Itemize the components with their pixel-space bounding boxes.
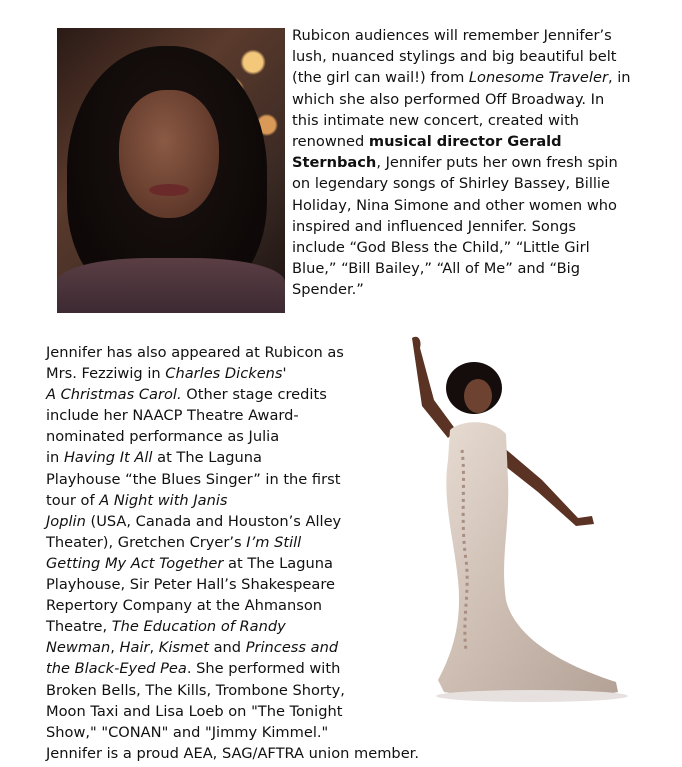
- gown-figure: [382, 330, 636, 708]
- italic-run: A Night with Janis: [99, 491, 228, 509]
- text-run: Broken Bells, The Kills, Trombone Shorty,: [46, 681, 345, 699]
- italic-run: Hair: [119, 639, 150, 657]
- text-line: [292, 237, 672, 258]
- text-line: [292, 195, 672, 216]
- text-run: on legendary songs of Shirley Bassey, Billie: [292, 175, 610, 193]
- text-run: ,: [149, 639, 159, 657]
- text-line: [292, 46, 672, 67]
- text-run: , Jennifer puts her own fresh spin: [376, 154, 618, 172]
- text-line: [292, 216, 672, 237]
- text-run: at The Laguna: [152, 449, 262, 467]
- italic-run: Having It All: [63, 449, 153, 467]
- text-line: [46, 490, 382, 511]
- text-line: [292, 25, 672, 46]
- text-run: Blue,” “Bill Bailey,” “All of Me” and “Big: [292, 260, 580, 278]
- text-line: [46, 743, 419, 764]
- italic-run: Kismet: [158, 639, 209, 657]
- text-line: [46, 616, 382, 637]
- text-run: Jennifer is a proud AEA, SAG/AFTRA union member.: [46, 744, 419, 762]
- text-run: lush, nuanced stylings and big beautiful belt: [292, 48, 617, 66]
- text-line: [46, 658, 382, 679]
- italic-run: Newman: [46, 639, 111, 657]
- text-line: [46, 722, 382, 743]
- italic-run: Joplin: [46, 512, 86, 530]
- text-line: [46, 405, 382, 426]
- text-run: ,: [110, 639, 120, 657]
- text-run: (USA, Canada and Houston’s Alley: [85, 512, 342, 530]
- text-line: [292, 152, 672, 173]
- bold-run: musical director Gerald: [368, 133, 562, 151]
- text-line: [292, 258, 672, 279]
- text-run: , in: [607, 69, 631, 87]
- text-run: Theater), Gretchen Cryer’s: [46, 533, 247, 551]
- figure-face: [464, 379, 492, 413]
- portrait-face: [119, 90, 219, 218]
- text-run: which she also performed Off Broadway. In: [292, 90, 605, 108]
- gown-dress: [438, 422, 618, 699]
- text-run: Other stage credits: [181, 386, 327, 404]
- italic-run: A Christmas Carol.: [46, 386, 182, 404]
- text-run: nominated performance as Julia: [46, 428, 280, 446]
- text-line: [46, 680, 382, 701]
- text-run: Mrs. Fezziwig in: [46, 365, 166, 383]
- text-run: at The Laguna: [223, 554, 333, 572]
- text-run: . She performed with: [186, 660, 341, 678]
- italic-run: Lonesome Traveler: [468, 69, 608, 87]
- text-line: [46, 595, 382, 616]
- text-line: [46, 574, 382, 595]
- text-line: [46, 447, 382, 468]
- text-line: [46, 342, 382, 363]
- extended-arm: [500, 446, 594, 526]
- portrait-shoulders: [57, 258, 285, 313]
- intro-paragraph: [292, 25, 672, 301]
- floor-shadow: [436, 690, 628, 702]
- text-line: [46, 363, 382, 384]
- text-run: Theatre,: [46, 618, 112, 636]
- portrait-lips: [149, 184, 189, 196]
- text-run: Playhouse, Sir Peter Hall’s Shakespeare: [46, 576, 335, 594]
- text-run: in: [46, 449, 64, 467]
- text-line: [46, 701, 382, 722]
- text-run: inspired and influenced Jennifer. Songs: [292, 217, 576, 235]
- credits-paragraph: [46, 342, 419, 764]
- text-line: [46, 511, 382, 532]
- text-line: [46, 532, 382, 553]
- portrait-photo: [57, 28, 285, 313]
- text-line: [46, 469, 382, 490]
- text-run: and: [208, 639, 246, 657]
- text-line: [292, 67, 672, 88]
- italic-run: Charles Dickens': [165, 365, 287, 383]
- text-run: Holiday, Nina Simone and other women who: [292, 196, 617, 214]
- text-run: Repertory Company at the Ahmanson: [46, 597, 323, 615]
- italic-run: Princess and: [245, 639, 339, 657]
- italic-run: Getting My Act Together: [46, 554, 224, 572]
- text-run: Show," "CONAN" and "Jimmy Kimmel.": [46, 723, 329, 741]
- text-run: renowned: [292, 133, 369, 151]
- text-run: tour of: [46, 491, 100, 509]
- text-line: [46, 637, 382, 658]
- text-run: Rubicon audiences will remember Jennifer’s: [292, 27, 612, 44]
- text-line: [292, 89, 672, 110]
- text-line: [292, 131, 672, 152]
- gown-photo: [382, 330, 636, 708]
- text-line: [292, 279, 672, 300]
- text-line: [46, 384, 382, 405]
- text-run: Jennifer has also appeared at Rubicon as: [46, 344, 344, 361]
- italic-run: I’m Still: [246, 533, 302, 551]
- text-run: Moon Taxi and Lisa Loeb on "The Tonight: [46, 702, 343, 720]
- bold-run: Sternbach: [292, 154, 377, 172]
- text-line: [292, 110, 672, 131]
- text-run: (the girl can wail!) from: [292, 69, 469, 87]
- italic-run: the Black-Eyed Pea: [46, 660, 187, 678]
- text-line: [292, 173, 672, 194]
- text-run: Spender.”: [292, 281, 364, 299]
- text-run: this intimate new concert, created with: [292, 111, 580, 129]
- italic-run: The Education of Randy: [111, 618, 286, 636]
- text-run: include “God Bless the Child,” “Little Girl: [292, 239, 590, 257]
- text-line: [46, 426, 382, 447]
- text-run: include her NAACP Theatre Award-: [46, 407, 299, 425]
- text-run: Playhouse “the Blues Singer” in the first: [46, 470, 341, 488]
- text-line: [46, 553, 382, 574]
